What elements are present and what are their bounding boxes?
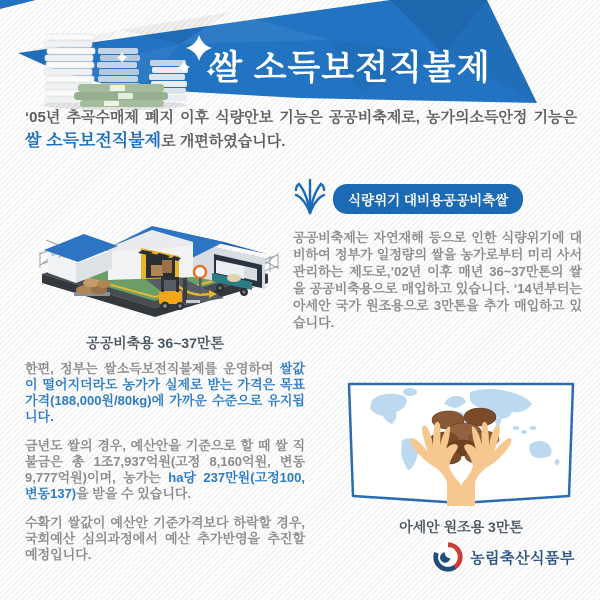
asean-caption: 아세안 원조용 3만톤: [399, 519, 523, 535]
intro-paragraph: [25, 106, 577, 153]
stockpile-paragraph: 공공비축제는 자연재해 등으로 인한 식량위기에 대비하여 정부가 일정량의 쌀을 농가로부터 미리 사서 관리하는 제도로,’02년 이후 매년 36~37만톤의 쌀을 공공비축용으로 매입하고 있습니다. ‘14년부터는 아세안 국가 원조용으로 3만톤을 추가 매입하고 있습니다.: [293, 230, 582, 330]
ministry-emblem-icon: [433, 542, 463, 572]
warehouse-figure: [28, 186, 282, 353]
paragraph-3: 수확기 쌀값이 예산안 기준가격보다 하락할 경우, 국회예산 심의과정에서 예산 추가반영을 추진할 예정입니다.: [25, 515, 305, 562]
stockpile-badge: 식량위기 대비용공공비축쌀: [333, 184, 523, 214]
rice-plant-icon: [293, 176, 327, 216]
world-map-aid-illustration: [344, 382, 578, 506]
warehouse-caption: 공공비축용 36~37만톤: [86, 335, 224, 351]
ministry-logo: [433, 542, 575, 572]
public-stockpile-section: [293, 176, 582, 331]
asean-aid-figure: [344, 382, 578, 537]
paragraph-2: [25, 438, 305, 502]
p2-text: 금년도 쌀의 경우, 예산안을 기준으로 할 때 쌀 직불금은 총 1조7,937억원(고정 8,160억원, 변동 9,777억원)이며, 농가는: [25, 438, 305, 485]
paragraph-1: [25, 361, 305, 425]
p1-text: 한편, 정부는 쌀소득보전직불제를 운영하여: [25, 361, 280, 376]
intro-text-post: 로 개편하였습니다.: [161, 133, 286, 150]
page-title: 쌀 소득보전직불제: [209, 49, 491, 87]
ministry-name: 농림축산식품부: [470, 549, 575, 567]
direct-payment-section: [25, 361, 305, 576]
p2-text-post: 을 받을 수 있습니다.: [76, 486, 192, 501]
p2-highlight: ha당 237만원(고정100, 변동137): [25, 470, 305, 501]
intro-highlight: 쌀 소득보전직불제: [25, 131, 162, 150]
intro-text: ‘05년 추곡수매제 폐지 이후 식량안보 기능은 공공비축제로, 농가의소득안정 기능은: [25, 109, 577, 126]
warehouse-illustration: [28, 186, 282, 326]
p1-highlight: 쌀값이 떨어지더라도 농가가 실제로 받는 가격은 목표가격(188,000원/80kg)에 가까운 수준으로 유지됩니다.: [25, 361, 305, 424]
